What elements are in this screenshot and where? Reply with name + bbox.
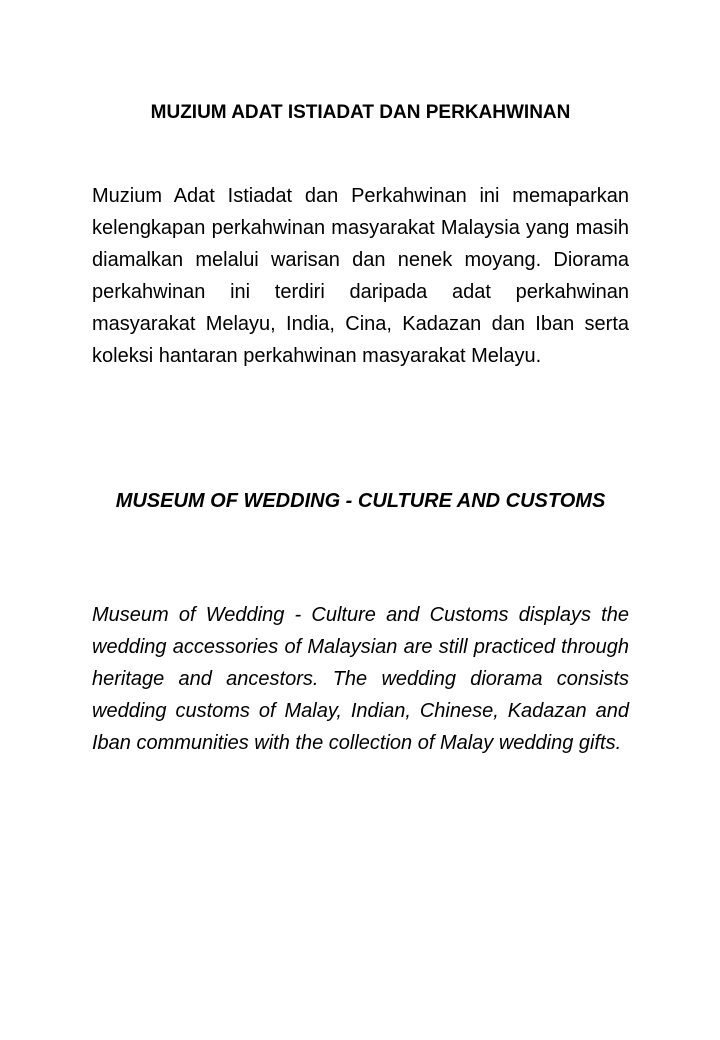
english-heading: MUSEUM OF WEDDING - CULTURE AND CUSTOMS [115,490,606,512]
malay-paragraph: Muzium Adat Istiadat dan Perkahwinan ini memaparkan kelengkapan perkahwinan masyarakat Malaysia yang masih diamalkan melalui warisan dan nenek moyang. Diorama perkahwinan ini terdiri daripada adat perkahwinan masyarakat Melayu, India, Cina, Kadazan dan Iban serta koleksi hantaran perkahwinan masyarakat Melayu. [92,185,629,367]
english-paragraph: Museum of Wedding - Culture and Customs displays the wedding accessories of Malaysian are still practiced through heritage and ancestors. The wedding diorama consists wedding customs of Malay, Indian, Chinese, Kadazan and Iban communities with the collection of Malay wedding gifts. [92,604,629,754]
malay-heading: MUZIUM ADAT ISTIADAT DAN PERKAHWINAN [150,102,571,123]
